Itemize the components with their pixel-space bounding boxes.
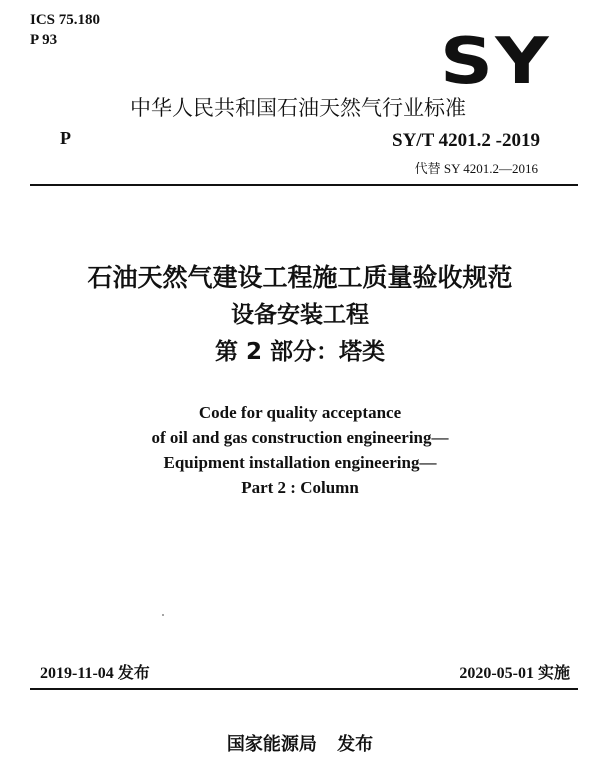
title-cn-line2: 设备安装工程 (231, 302, 369, 328)
title-cn-line3: 第 2 部分：塔类 (214, 339, 386, 365)
title-cn-line1: 石油天然气建设工程施工质量验收规范 (87, 263, 513, 292)
title-en-line2: of oil and gas construction engineering— (151, 428, 449, 447)
standard-number: SY/T 4201.2 -2019 (392, 130, 540, 151)
title-en-line4: Part 2 : Column (241, 478, 359, 497)
category-letter: P (60, 128, 71, 148)
title-en-line1: Code for quality acceptance (198, 403, 402, 422)
title-en-line3: Equipment installation engineering— (163, 453, 437, 472)
sy-logo: SY (440, 25, 551, 99)
top-divider (30, 184, 578, 186)
ics-code: ICS 75.180 (30, 12, 101, 28)
issuing-authority: 中华人民共和国石油天然气行业标准 (130, 96, 466, 120)
bottom-divider (30, 688, 578, 690)
implementation-date: 2020-05-01 实施 (459, 665, 570, 682)
issue-date: 2019-11-04 发布 (40, 665, 150, 682)
replaces-note: 代替 SY 4201.2—2016 (414, 161, 538, 176)
classification-code: P 93 (30, 32, 58, 48)
speck (162, 614, 164, 616)
publisher: 国家能源局 发布 (226, 734, 374, 755)
